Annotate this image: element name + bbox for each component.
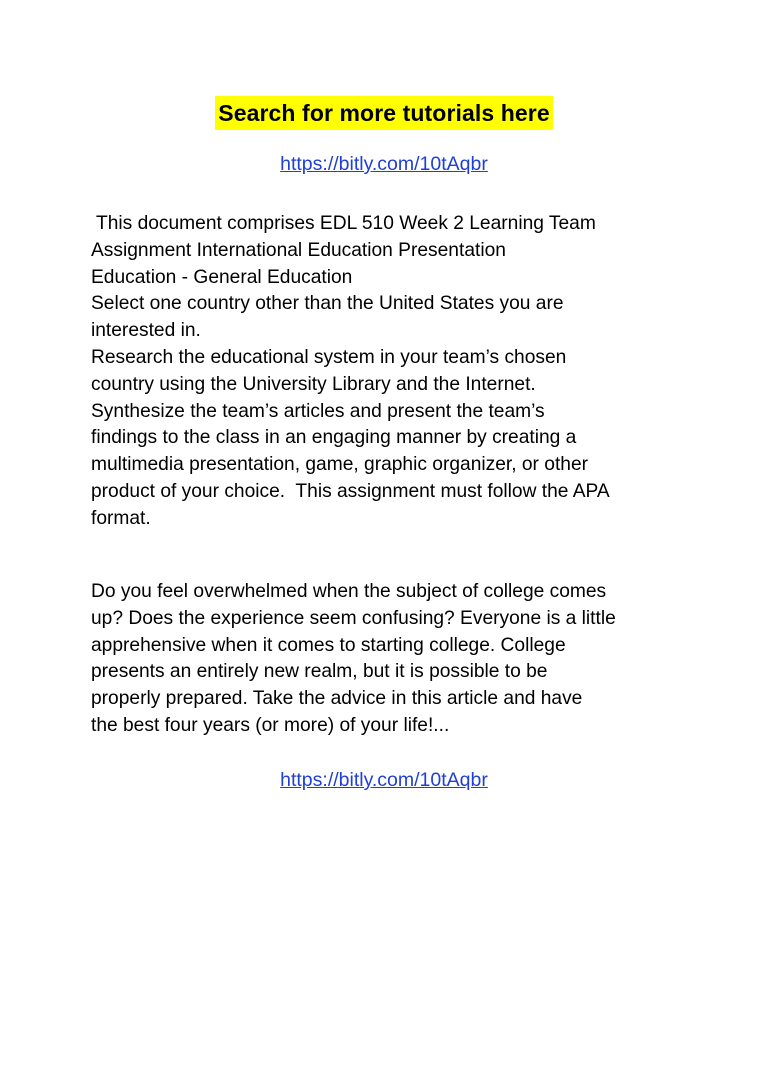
body-line: Assignment International Education Presentation <box>91 239 506 261</box>
closing-line: presents an entirely new realm, but it is possible to be <box>91 661 548 683</box>
body-line: This document comprises EDL 510 Week 2 Learning Team <box>91 213 596 234</box>
bottom-link-row <box>0 767 768 793</box>
closing-line: apprehensive when it comes to starting college. College <box>91 634 566 656</box>
tutorials-link-top[interactable]: https://bitly.com/10tAqbr <box>280 153 488 175</box>
body-line: Select one country other than the United States you are <box>91 293 564 315</box>
closing-line: up? Does the experience seem confusing? Everyone is a little <box>91 607 616 629</box>
body-line: multimedia presentation, game, graphic organizer, or other <box>91 454 589 476</box>
body-line: interested in. <box>91 320 201 342</box>
body-line: Education - General Education <box>91 266 353 288</box>
page-title: Search for more tutorials here <box>215 96 553 130</box>
closing-line: the best four years (or more) of your life!... <box>91 714 450 736</box>
body-line: format. <box>91 507 151 529</box>
header <box>0 96 768 130</box>
body-line: findings to the class in an engaging manner by creating a <box>91 427 577 449</box>
tutorials-link-bottom[interactable]: https://bitly.com/10tAqbr <box>280 769 488 791</box>
closing-line: Do you feel overwhelmed when the subject of college comes <box>91 581 607 602</box>
closing-paragraph <box>91 579 691 740</box>
body-line: country using the University Library and the Internet. <box>91 373 536 395</box>
assignment-description <box>91 211 691 533</box>
closing-line: properly prepared. Take the advice in this article and have <box>91 688 583 710</box>
body-line: Synthesize the team’s articles and present the team’s <box>91 400 545 422</box>
body-line: product of your choice. This assignment must follow the APA <box>91 480 610 502</box>
top-link-row <box>0 151 768 177</box>
body-line: Research the educational system in your team’s chosen <box>91 346 567 368</box>
